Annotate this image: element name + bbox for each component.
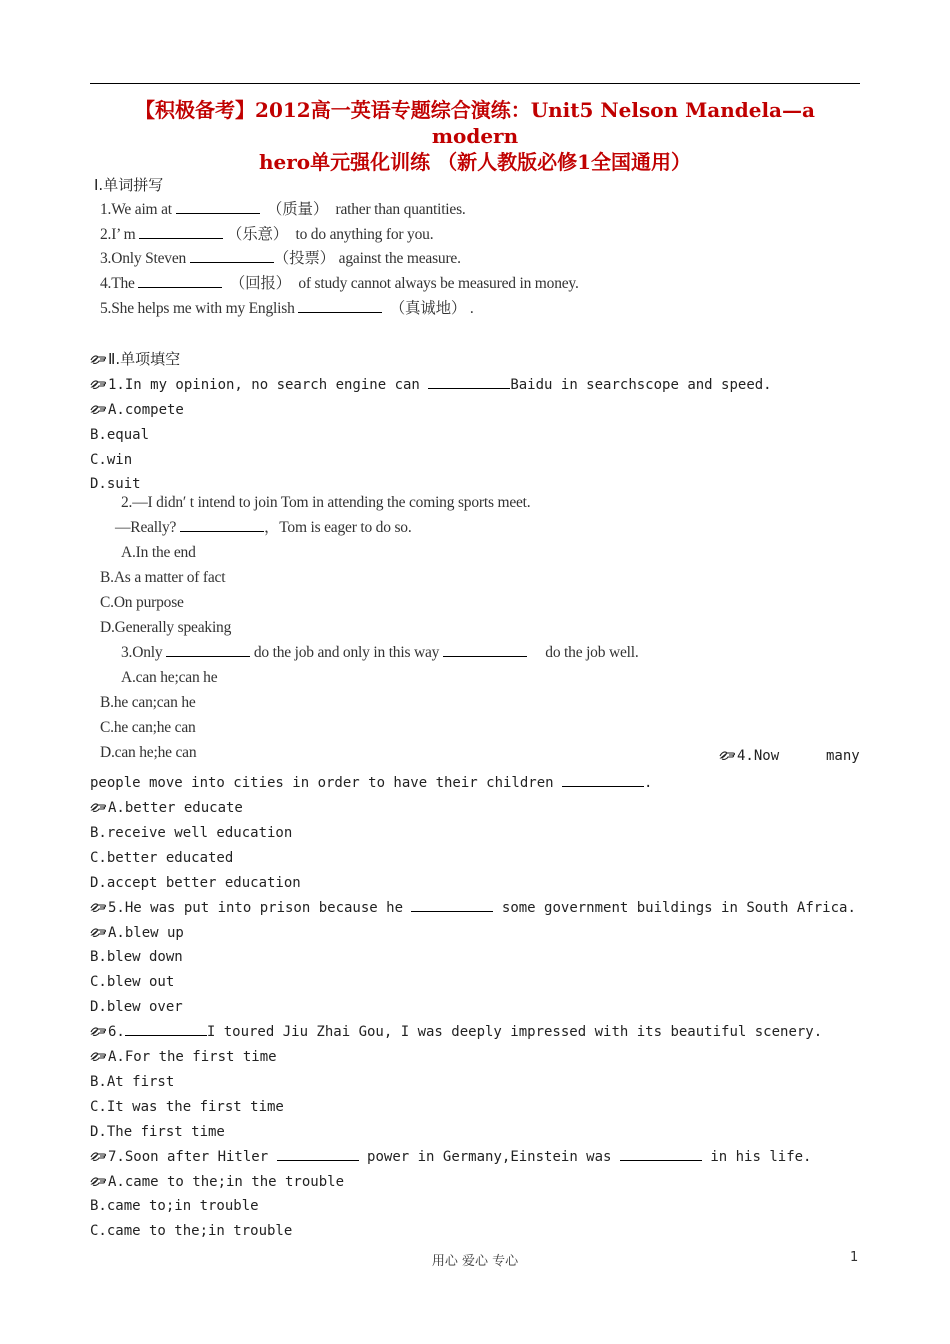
question-2: 2.—I didn′ t intend to join Tom in attending the coming sports meet. [121, 494, 531, 511]
section1-heading: Ⅰ.单词拼写 [94, 176, 164, 194]
question-5: 5.He was put into prison because he some government buildings in South Africa. [90, 898, 856, 918]
answer-blank[interactable] [411, 910, 493, 912]
question-2-reply: —Really? ，Tom is eager to do so. [115, 519, 412, 536]
question-4-start: 4.Now [719, 746, 779, 766]
title-line-1: 【积极备考】2012高一英语专题综合演练：Unit5 Nelson Mandela—a modern [135, 98, 815, 148]
q3-option-a[interactable]: A.can he;can he [121, 669, 218, 686]
pointing-hand-icon [90, 1175, 107, 1187]
q1-option-b[interactable]: B.equal [90, 427, 150, 443]
vocab-item-4: 4.The （回报） of study cannot always be measured in money. [100, 275, 579, 292]
answer-blank[interactable] [277, 1159, 359, 1161]
q2-option-d[interactable]: D.Generally speaking [100, 619, 232, 636]
q6-option-a[interactable]: A.For the first time [90, 1047, 277, 1067]
answer-blank[interactable] [166, 655, 250, 657]
q1-option-a[interactable]: A.compete [90, 400, 184, 420]
page-number: 1 [850, 1250, 859, 1265]
pointing-hand-icon [90, 901, 107, 913]
header-rule [90, 83, 860, 84]
q1-option-d[interactable]: D.suit [90, 476, 141, 492]
q7-option-b[interactable]: B.came to;in trouble [90, 1198, 259, 1214]
q4-option-c[interactable]: C.better educated [90, 850, 234, 866]
vocab-item-1: 1.We aim at （质量） rather than quantities. [100, 201, 466, 218]
q3-option-d[interactable]: D.can he;he can [100, 744, 197, 761]
question-3: 3.Only do the job and only in this way do the job well. [121, 644, 639, 661]
q4-option-b[interactable]: B.receive well education [90, 825, 293, 841]
pointing-hand-icon [90, 1150, 107, 1162]
footer-motto: 用心 爱心 专心 [431, 1254, 519, 1269]
q3-option-c[interactable]: C.he can;he can [100, 719, 196, 736]
q7-option-c[interactable]: C.came to the;in trouble [90, 1223, 293, 1239]
q7-option-a[interactable]: A.came to the;in the trouble [90, 1172, 344, 1192]
pointing-hand-icon [719, 749, 736, 761]
question-6: 6. I toured Jiu Zhai Gou, I was deeply impressed with its beautiful scenery. [90, 1022, 822, 1042]
q5-option-c[interactable]: C.blew out [90, 974, 175, 990]
answer-blank[interactable] [190, 261, 274, 263]
q6-option-c[interactable]: C.It was the first time [90, 1099, 284, 1115]
q5-option-d[interactable]: D.blew over [90, 999, 183, 1015]
question-4-word: many [826, 748, 860, 764]
answer-blank[interactable] [620, 1159, 702, 1161]
q6-option-d[interactable]: D.The first time [90, 1124, 225, 1140]
pointing-hand-icon [90, 926, 107, 938]
pointing-hand-icon [90, 801, 107, 813]
question-1: 1.In my opinion, no search engine can Baidu in searchscope and speed. [90, 375, 772, 395]
pointing-hand-icon [90, 403, 107, 415]
vocab-item-2: 2.I’ m （乐意） to do anything for you. [100, 226, 434, 243]
q4-option-a[interactable]: A.better educate [90, 798, 243, 818]
q2-option-b[interactable]: B.As a matter of fact [100, 569, 226, 586]
q1-option-c[interactable]: C.win [90, 452, 133, 468]
q5-option-a[interactable]: A.blew up [90, 923, 184, 943]
answer-blank[interactable] [443, 655, 527, 657]
pointing-hand-icon [90, 1025, 107, 1037]
answer-blank[interactable] [180, 530, 264, 532]
vocab-item-3: 3.Only Steven （投票） against the measure. [100, 250, 461, 267]
question-4: people move into cities in order to have their children . [90, 775, 653, 791]
section2-heading: Ⅱ.单项填空 [90, 349, 180, 369]
q5-option-b[interactable]: B.blew down [90, 949, 183, 965]
q6-option-b[interactable]: B.At first [90, 1074, 175, 1090]
q2-option-a[interactable]: A.In the end [121, 544, 196, 561]
q4-option-d[interactable]: D.accept better education [90, 875, 301, 891]
answer-blank[interactable] [562, 785, 644, 787]
q2-option-c[interactable]: C.On purpose [100, 594, 184, 611]
answer-blank[interactable] [428, 387, 510, 389]
answer-blank[interactable] [138, 286, 222, 288]
vocab-item-5: 5.She helps me with my English （真诚地） . [100, 300, 474, 317]
question-7: 7.Soon after Hitler power in Germany,Einstein was in his life. [90, 1147, 812, 1167]
document-title [90, 97, 860, 175]
q3-option-b[interactable]: B.he can;can he [100, 694, 196, 711]
title-line-2: hero单元强化训练 （新人教版必修1全国通用） [258, 150, 692, 174]
pointing-hand-icon [90, 1050, 107, 1062]
pointing-hand-icon [90, 378, 107, 390]
answer-blank[interactable] [176, 212, 260, 214]
answer-blank[interactable] [139, 237, 223, 239]
answer-blank[interactable] [298, 311, 382, 313]
pointing-hand-icon [90, 353, 107, 365]
answer-blank[interactable] [125, 1034, 207, 1036]
